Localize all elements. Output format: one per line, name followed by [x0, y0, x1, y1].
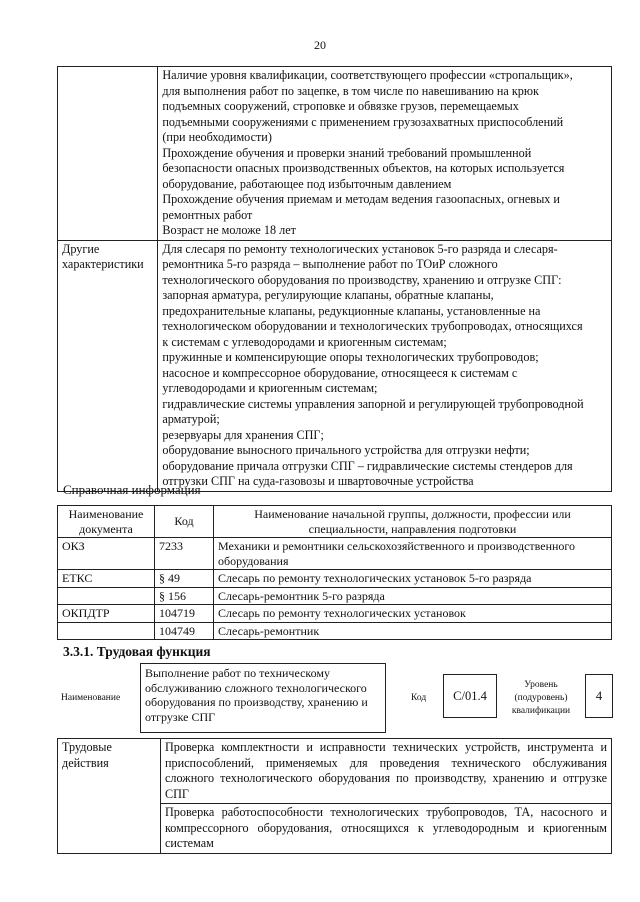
- table-row: [58, 240, 612, 491]
- text-line: Прохождение обучения приемам и методам ведения газоопасных, огневых и: [162, 192, 560, 206]
- name-cell: [214, 538, 612, 570]
- text-line: технологического оборудования по производству, хранению и отгрузке СПГ:: [162, 272, 562, 287]
- labor-actions-label: [58, 739, 161, 854]
- text-line: пружинные и компенсирующие опоры технологических трубопроводов;: [162, 350, 539, 364]
- name-cell: Слесарь по ремонту технологических установок 5-го разряда: [214, 570, 612, 588]
- table-row: [58, 605, 612, 623]
- code-cell: § 49: [155, 570, 214, 588]
- table-row: [58, 570, 612, 588]
- text-line: углеводородами и криогенным системам;: [162, 381, 378, 395]
- level-label-line: Уровень: [524, 680, 558, 690]
- text-line: ремонтника 5-го разряда – выполнение работ по ТОиР сложного: [162, 257, 498, 271]
- text-line: гидравлические системы управления запорной и регулирующей трубопроводной: [162, 396, 584, 411]
- table-row: [58, 739, 612, 804]
- text-line: технологическом оборудовании и технологических трубопроводах, относящихся: [162, 319, 583, 333]
- doc-cell: [58, 622, 155, 640]
- reference-caption: Справочная информация: [63, 482, 201, 497]
- text-line: безопасности опасных производственных объектов, на которых используется: [162, 161, 565, 175]
- level-label-line: (подуровень): [514, 693, 568, 703]
- function-level-label: [503, 679, 579, 718]
- text-line: Для слесаря по ремонту технологических установок 5-го разряда и слесаря-: [162, 241, 558, 256]
- text-line: (при необходимости): [162, 130, 272, 144]
- table-header-row: [58, 506, 612, 538]
- reference-table: [57, 505, 612, 640]
- code-cell: § 156: [155, 587, 214, 605]
- text-line: насосное и компрессорное оборудование, относящееся к системам с: [162, 365, 518, 380]
- function-level-box: 4: [585, 674, 613, 718]
- code-cell: 104749: [155, 622, 214, 640]
- label-line: действия: [62, 755, 109, 770]
- label-line: Трудовые: [62, 740, 112, 754]
- other-characteristics-cell: [158, 240, 612, 491]
- code-cell: 7233: [155, 538, 214, 570]
- table-row: [58, 538, 612, 570]
- text-line: Наличие уровня квалификации, соответствующего профессии «стропальщик»,: [162, 68, 573, 82]
- function-heading: 3.3.1. Трудовая функция: [63, 644, 211, 659]
- label-line: характеристики: [62, 257, 144, 271]
- header-line: специальности, направления подготовки: [308, 521, 517, 536]
- text-line: к системам с углеводородами и криогенным системам;: [162, 334, 447, 349]
- name-line: Выполнение работ по техническому: [145, 666, 331, 680]
- requirements-cell: [158, 67, 612, 241]
- function-name-label: Наименование: [61, 693, 121, 703]
- name-cell: Слесарь по ремонту технологических установок: [214, 605, 612, 623]
- function-name-box: [140, 663, 386, 733]
- text-line: ремонтных работ: [162, 207, 253, 222]
- text-line: оборудование выносного причального устройства для отгрузки нефти;: [162, 443, 530, 457]
- text-line: арматурой;: [162, 412, 220, 426]
- label-line: Другие: [62, 241, 100, 256]
- function-code-box: С/01.4: [443, 674, 497, 718]
- page-number: 20: [314, 38, 326, 52]
- text-line: оборудование причала отгрузки СПГ – гидравлические системы стендеров для: [162, 458, 573, 473]
- text-line: предохранительные клапаны, редукционные клапаны, установленные на: [162, 303, 541, 318]
- text-line: отгрузки СПГ на суда-газовозы и швартовочные устройства: [162, 474, 474, 488]
- table-row: [58, 587, 612, 605]
- doc-cell: [58, 587, 155, 605]
- text-line: запорная арматура, регулирующие клапаны, обратные клапаны,: [162, 288, 494, 302]
- other-characteristics-label: [58, 240, 158, 491]
- name-line: оборудования по производству, хранению и: [145, 695, 368, 709]
- function-summary-row: [57, 663, 612, 737]
- text-line: резервуары для хранения СПГ;: [162, 427, 324, 442]
- text-line: оборудование, работающее под избыточным давлением: [162, 176, 452, 191]
- header-line: документа: [79, 521, 133, 536]
- name-cell: Слесарь-ремонтник 5-го разряда: [214, 587, 612, 605]
- table-row: [58, 622, 612, 640]
- doc-cell: ОКПДТР: [58, 605, 155, 623]
- empty-label-cell: [58, 67, 158, 241]
- header-line: Наименование: [68, 507, 144, 521]
- name-line: обслуживанию сложного технологического: [145, 680, 367, 695]
- text-line: Возраст не моложе 18 лет: [162, 223, 296, 237]
- text-line: Прохождение обучения и проверки знаний требований промышленной: [162, 145, 532, 160]
- code-cell: 104719: [155, 605, 214, 623]
- function-code-label: Код: [411, 693, 427, 703]
- name-line: отгрузке СПГ: [145, 709, 216, 724]
- doc-cell: ЕТКС: [58, 570, 155, 588]
- header-code: Код: [155, 506, 214, 538]
- text-line: для выполнения работ по зацепке, в том числе по навешиванию на крюк: [162, 83, 539, 98]
- text-line: подъемных сооружений, строповке и обвязке грузов, перемещаемых: [162, 99, 519, 113]
- name-line: оборудования: [218, 553, 289, 568]
- text-line: подъемными сооружениями с применением грузозахватных приспособлений: [162, 114, 564, 129]
- header-document: [58, 506, 155, 538]
- requirements-table: [57, 66, 612, 492]
- header-name: [214, 506, 612, 538]
- doc-cell: ОКЗ: [58, 538, 155, 570]
- labor-action-item: Проверка работоспособности технологических трубопроводов, ТА, насосного и компрессорного оборудования, относящихся к углеводородным и криогенным системам: [161, 804, 612, 854]
- header-line: Наименование начальной группы, должности, профессии или: [254, 507, 571, 521]
- labor-action-item: Проверка комплектности и исправности технических устройств, инструмента и приспособлений, применяемых для проведения технического обслуживания сложного технологического оборудования по производству, хранению и отгрузке СПГ: [161, 739, 612, 804]
- level-label-line: квалификации: [511, 706, 571, 716]
- labor-actions-table: [57, 738, 612, 854]
- name-cell: Слесарь-ремонтник: [214, 622, 612, 640]
- table-row: [58, 67, 612, 241]
- name-line: Механики и ремонтники сельскохозяйственного и производственного: [218, 539, 576, 553]
